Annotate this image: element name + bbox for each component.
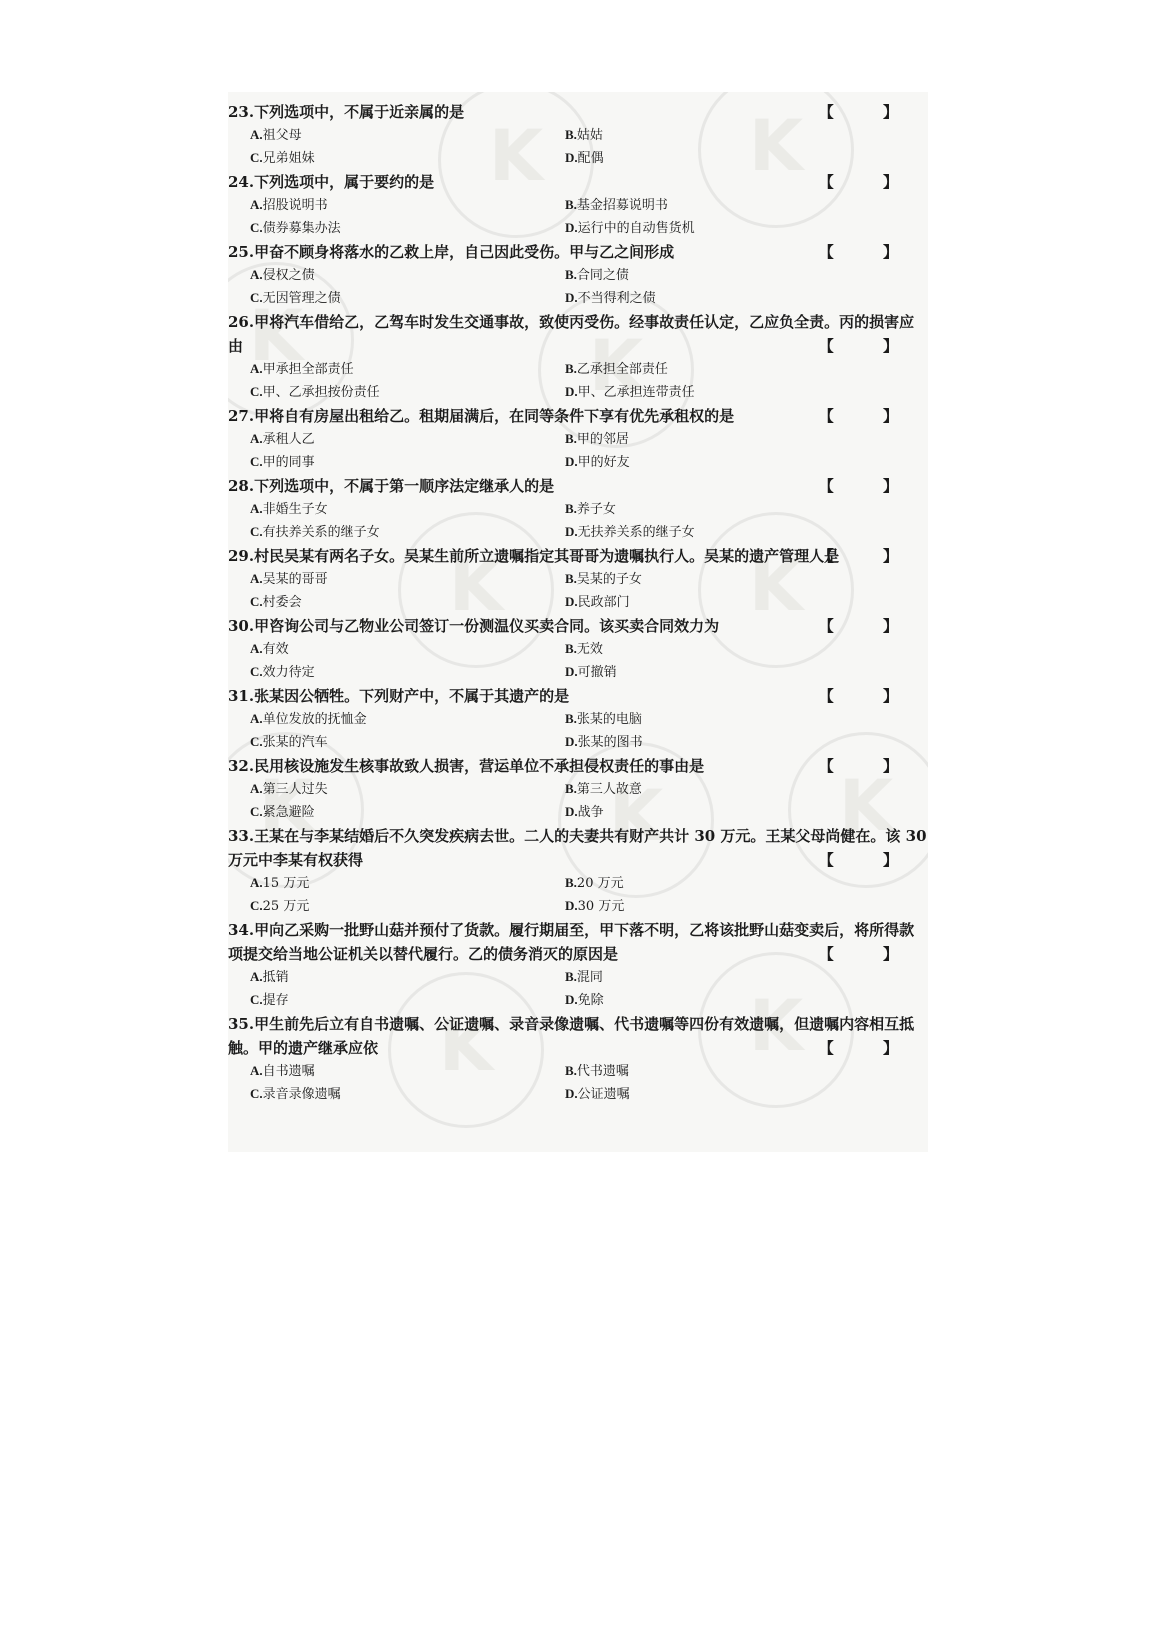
question-stem: [228, 544, 928, 568]
options-grid: [228, 1060, 928, 1106]
option-label: C.: [250, 384, 263, 399]
option-text: 甲的邻居: [576, 432, 629, 447]
option-label: A.: [250, 431, 263, 446]
option-label: B.: [565, 361, 577, 376]
options-grid: [228, 428, 928, 474]
question: [228, 310, 928, 404]
option-d[interactable]: [565, 451, 928, 474]
option-label: A.: [250, 501, 263, 516]
answer-bracket[interactable]: 【 】: [818, 337, 920, 355]
option-text: 基金招募说明书: [576, 198, 668, 213]
question-number: 28.: [228, 477, 255, 495]
option-text: 张某的图书: [577, 735, 643, 750]
option-label: A.: [250, 781, 263, 796]
option-label: C.: [250, 664, 263, 679]
option-text: 姑姑: [576, 128, 603, 143]
question-text: 王某在与李某结婚后不久突发疾病去世。二人的夫妻共有财产共计 30 万元。王某父母尚健在。该 30 万元中李某有权获得: [228, 827, 927, 869]
option-b[interactable]: [565, 568, 928, 591]
option-a[interactable]: [250, 966, 565, 989]
question-stem: [228, 310, 928, 358]
option-text: 配偶: [577, 151, 604, 166]
option-label: B.: [565, 571, 577, 586]
option-label: C.: [250, 220, 263, 235]
option-text: 混同: [576, 970, 603, 985]
question: [228, 824, 928, 918]
options-grid: [228, 638, 928, 684]
option-label: C.: [250, 524, 263, 539]
option-c[interactable]: [250, 801, 565, 824]
question: [228, 684, 928, 754]
option-a[interactable]: [250, 1060, 565, 1083]
option-label: C.: [250, 150, 263, 165]
question-number: 35.: [228, 1015, 255, 1033]
option-b[interactable]: [565, 778, 928, 801]
question: [228, 754, 928, 824]
option-d[interactable]: [565, 731, 928, 754]
option-label: D.: [565, 898, 578, 913]
option-text: 紧急避险: [262, 805, 315, 820]
question: [228, 404, 928, 474]
option-d[interactable]: [565, 147, 928, 170]
option-label: A.: [250, 361, 263, 376]
option-text: 债券募集办法: [262, 221, 341, 236]
options-grid: [228, 872, 928, 918]
option-c[interactable]: [250, 381, 565, 404]
option-label: D.: [565, 1086, 578, 1101]
option-text: 兄弟姐妹: [262, 151, 315, 166]
option-text: 代书遗嘱: [576, 1064, 629, 1079]
option-c[interactable]: [250, 731, 565, 754]
option-b[interactable]: [565, 264, 928, 287]
question-text: 甲咨询公司与乙物业公司签订一份测温仪买卖合同。该买卖合同效力为: [254, 617, 720, 635]
option-label: C.: [250, 734, 263, 749]
option-a[interactable]: [250, 358, 565, 381]
option-text: 甲的同事: [262, 455, 315, 470]
option-a[interactable]: [250, 708, 565, 731]
option-label: C.: [250, 290, 263, 305]
option-b[interactable]: [565, 708, 928, 731]
option-label: B.: [565, 197, 577, 212]
option-text: 第三人故意: [576, 782, 642, 797]
option-b[interactable]: [565, 428, 928, 451]
option-text: 战争: [577, 805, 604, 820]
question-text: 村民吴某有两名子女。吴某生前所立遗嘱指定其哥哥为遗嘱执行人。吴某的遗产管理人是: [254, 547, 840, 565]
options-grid: [228, 358, 928, 404]
answer-bracket[interactable]: 【 】: [818, 687, 920, 705]
option-label: B.: [565, 711, 577, 726]
options-grid: [228, 708, 928, 754]
option-b[interactable]: [565, 638, 928, 661]
option-label: A.: [250, 711, 263, 726]
option-text: 祖父母: [262, 128, 302, 143]
option-c[interactable]: [250, 147, 565, 170]
option-a[interactable]: [250, 872, 565, 895]
question: [228, 100, 928, 170]
option-label: D.: [565, 804, 578, 819]
option-a[interactable]: [250, 264, 565, 287]
option-a[interactable]: [250, 428, 565, 451]
question-number: 30.: [228, 617, 255, 635]
options-grid: [228, 124, 928, 170]
option-label: D.: [565, 594, 578, 609]
option-d[interactable]: [565, 521, 928, 544]
option-label: B.: [565, 127, 577, 142]
option-text: 侵权之债: [262, 268, 315, 283]
option-label: B.: [565, 875, 577, 890]
option-d[interactable]: [565, 381, 928, 404]
answer-bracket[interactable]: 【 】: [818, 1039, 920, 1057]
question-text: 民用核设施发生核事故致人损害，营运单位不承担侵权责任的事由是: [254, 757, 705, 775]
option-text: 张某的电脑: [576, 712, 642, 727]
option-label: B.: [565, 969, 577, 984]
option-text: 非婚生子女: [262, 502, 328, 517]
question-number: 34.: [228, 921, 255, 939]
options-grid: [228, 778, 928, 824]
option-b[interactable]: [565, 872, 928, 895]
option-label: D.: [565, 220, 578, 235]
option-text: 乙承担全部责任: [576, 362, 668, 377]
option-c[interactable]: [250, 287, 565, 310]
option-c[interactable]: [250, 591, 565, 614]
option-label: C.: [250, 594, 263, 609]
question-text: 甲将汽车借给乙，乙驾车时发生交通事故，致使丙受伤。经事故责任认定，乙应负全责。丙的损害应由: [228, 313, 915, 355]
option-b[interactable]: [565, 1060, 928, 1083]
question-text: 甲生前先后立有自书遗嘱、公证遗嘱、录音录像遗嘱、代书遗嘱等四份有效遗嘱，但遗嘱内容相互抵触。甲的遗产继承应依: [228, 1015, 915, 1057]
option-label: C.: [250, 454, 263, 469]
option-a[interactable]: [250, 638, 565, 661]
answer-bracket[interactable]: 【 】: [818, 407, 920, 425]
options-grid: [228, 194, 928, 240]
question-text: 下列选项中，不属于近亲属的是: [254, 103, 465, 121]
answer-bracket[interactable]: 【 】: [818, 477, 920, 495]
option-label: D.: [565, 734, 578, 749]
question-text: 甲将自有房屋出租给乙。租期届满后，在同等条件下享有优先承租权的是: [254, 407, 735, 425]
option-d[interactable]: [565, 661, 928, 684]
option-label: B.: [565, 1063, 577, 1078]
question: [228, 614, 928, 684]
option-label: A.: [250, 197, 263, 212]
option-text: 吴某的哥哥: [262, 572, 328, 587]
option-text: 公证遗嘱: [577, 1087, 630, 1102]
option-c[interactable]: [250, 521, 565, 544]
question-text: 甲向乙采购一批野山菇并预付了货款。履行期届至，甲下落不明，乙将该批野山菇变卖后，将所得款项提交给当地公证机关以替代履行。乙的债务消灭的原因是: [228, 921, 915, 963]
question: [228, 918, 928, 1012]
option-text: 不当得利之债: [577, 291, 656, 306]
question-number: 24.: [228, 173, 255, 191]
option-a[interactable]: [250, 568, 565, 591]
answer-bracket[interactable]: 【 】: [818, 243, 920, 261]
option-text: 甲承担全部责任: [262, 362, 354, 377]
options-grid: [228, 568, 928, 614]
option-text: 25 万元: [262, 899, 310, 914]
question: [228, 170, 928, 240]
answer-bracket[interactable]: 【 】: [818, 851, 920, 869]
option-d[interactable]: [565, 989, 928, 1012]
question: [228, 240, 928, 310]
option-b[interactable]: [565, 194, 928, 217]
option-a[interactable]: [250, 778, 565, 801]
option-label: D.: [565, 524, 578, 539]
option-label: B.: [565, 431, 577, 446]
question-list: [228, 100, 928, 1106]
options-grid: [228, 966, 928, 1012]
option-text: 免除: [577, 993, 604, 1008]
option-b[interactable]: [565, 358, 928, 381]
option-d[interactable]: [565, 801, 928, 824]
option-a[interactable]: [250, 194, 565, 217]
option-label: C.: [250, 804, 263, 819]
option-text: 张某的汽车: [262, 735, 328, 750]
option-text: 30 万元: [577, 899, 625, 914]
option-label: D.: [565, 664, 578, 679]
question-number: 29.: [228, 547, 255, 565]
option-text: 招股说明书: [262, 198, 328, 213]
option-label: C.: [250, 898, 263, 913]
option-text: 吴某的子女: [576, 572, 642, 587]
option-label: B.: [565, 501, 577, 516]
question: [228, 544, 928, 614]
option-c[interactable]: [250, 661, 565, 684]
option-text: 抵销: [262, 970, 289, 985]
question-stem: [228, 824, 928, 872]
answer-bracket[interactable]: 【 】: [818, 173, 920, 191]
question-text: 张某因公牺牲。下列财产中，不属于其遗产的是: [254, 687, 570, 705]
option-label: A.: [250, 969, 263, 984]
option-label: A.: [250, 267, 263, 282]
option-d[interactable]: [565, 217, 928, 240]
question-number: 32.: [228, 757, 255, 775]
option-c[interactable]: [250, 895, 565, 918]
options-grid: [228, 498, 928, 544]
option-b[interactable]: [565, 966, 928, 989]
option-text: 无因管理之债: [262, 291, 341, 306]
question-number: 31.: [228, 687, 255, 705]
question: [228, 1012, 928, 1106]
option-text: 甲的好友: [577, 455, 630, 470]
option-text: 可撤销: [577, 665, 617, 680]
question-text: 甲奋不顾身将落水的乙救上岸，自己因此受伤。甲与乙之间形成: [254, 243, 675, 261]
option-label: A.: [250, 571, 263, 586]
question-number: 27.: [228, 407, 255, 425]
answer-bracket[interactable]: 【 】: [818, 547, 920, 565]
options-grid: [228, 264, 928, 310]
option-label: C.: [250, 992, 263, 1007]
option-d[interactable]: [565, 1083, 928, 1106]
option-text: 提存: [262, 993, 289, 1008]
option-text: 有效: [262, 642, 289, 657]
option-text: 有扶养关系的继子女: [262, 525, 380, 540]
option-c[interactable]: [250, 451, 565, 474]
question-stem: [228, 1012, 928, 1060]
option-text: 第三人过失: [262, 782, 328, 797]
question-number: 25.: [228, 243, 255, 261]
option-text: 运行中的自动售货机: [577, 221, 695, 236]
option-label: D.: [565, 384, 578, 399]
option-c[interactable]: [250, 1083, 565, 1106]
option-d[interactable]: [565, 895, 928, 918]
option-text: 民政部门: [577, 595, 630, 610]
question-number: 26.: [228, 313, 255, 331]
answer-bracket[interactable]: 【 】: [818, 103, 920, 121]
question-number: 23.: [228, 103, 255, 121]
question-text: 下列选项中，属于要约的是: [254, 173, 435, 191]
answer-bracket[interactable]: 【 】: [818, 945, 920, 963]
option-text: 村委会: [262, 595, 302, 610]
option-label: B.: [565, 267, 577, 282]
option-text: 15 万元: [262, 876, 310, 891]
option-text: 无扶养关系的继子女: [577, 525, 695, 540]
option-text: 单位发放的抚恤金: [262, 712, 367, 727]
option-label: A.: [250, 875, 263, 890]
option-a[interactable]: [250, 498, 565, 521]
option-a[interactable]: [250, 124, 565, 147]
option-label: D.: [565, 290, 578, 305]
question-text: 下列选项中，不属于第一顺序法定继承人的是: [254, 477, 555, 495]
option-c[interactable]: [250, 989, 565, 1012]
option-label: C.: [250, 1086, 263, 1101]
answer-bracket[interactable]: 【 】: [818, 757, 920, 775]
option-label: B.: [565, 781, 577, 796]
option-text: 承租人乙: [262, 432, 315, 447]
option-text: 合同之债: [576, 268, 629, 283]
option-text: 录音录像遗嘱: [262, 1087, 341, 1102]
option-text: 甲、乙承担连带责任: [577, 385, 695, 400]
option-b[interactable]: [565, 124, 928, 147]
option-d[interactable]: [565, 591, 928, 614]
option-text: 20 万元: [576, 876, 624, 891]
option-label: D.: [565, 454, 578, 469]
option-text: 效力待定: [262, 665, 315, 680]
option-b[interactable]: [565, 498, 928, 521]
option-label: D.: [565, 150, 578, 165]
option-label: B.: [565, 641, 577, 656]
option-text: 自书遗嘱: [262, 1064, 315, 1079]
option-text: 无效: [576, 642, 603, 657]
question: [228, 474, 928, 544]
answer-bracket[interactable]: 【 】: [818, 617, 920, 635]
question-number: 33.: [228, 827, 255, 845]
option-text: 养子女: [576, 502, 616, 517]
option-label: A.: [250, 641, 263, 656]
option-c[interactable]: [250, 217, 565, 240]
option-d[interactable]: [565, 287, 928, 310]
option-label: A.: [250, 1063, 263, 1078]
question-stem: [228, 918, 928, 966]
option-text: 甲、乙承担按份责任: [262, 385, 380, 400]
option-label: D.: [565, 992, 578, 1007]
option-label: A.: [250, 127, 263, 142]
